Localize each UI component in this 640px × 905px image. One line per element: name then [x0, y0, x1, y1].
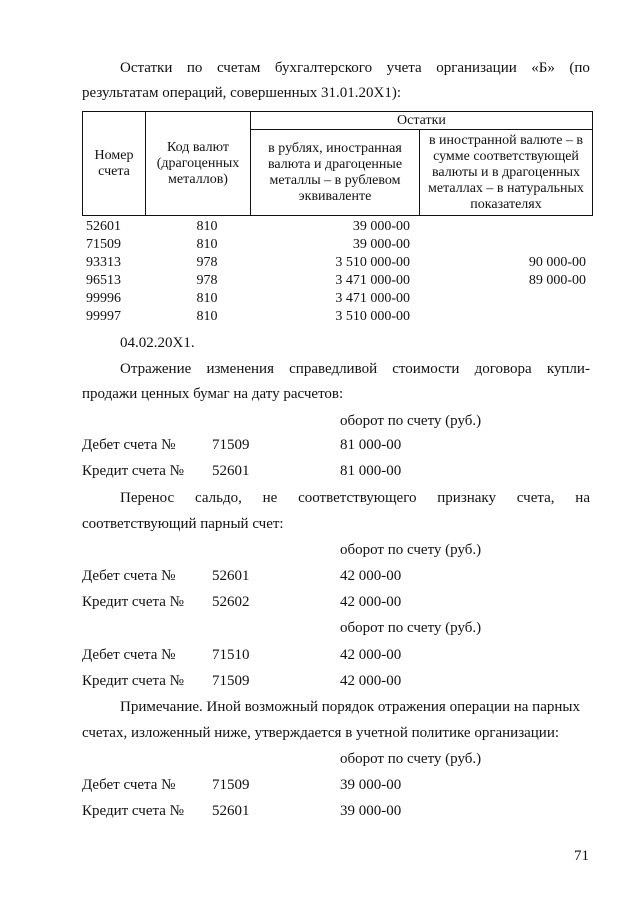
turnover-label: оборот по счету (руб.)	[340, 413, 482, 429]
credit-label: Кредит счета №	[82, 803, 184, 819]
operation-date: 04.02.20X1.	[120, 335, 195, 351]
page-number: 71	[574, 848, 589, 864]
debit-account: 71509	[212, 437, 250, 453]
intro-line-1: Остатки по счетам бухгалтерского учета организации «Б» (по	[120, 60, 590, 76]
credit-account: 52601	[212, 803, 250, 819]
section2-line-2: соответствующий парный счет:	[82, 516, 284, 532]
debit-amount: 81 000-00	[340, 437, 402, 453]
table-row: 52601 810 39 000-00	[86, 219, 410, 234]
header-rub-column: в рублях, иностранная валюта и драгоценные металлы – в рублевом эквиваленте	[251, 130, 420, 216]
debit-entry	[82, 568, 562, 588]
turnover-label: оборот по счету (руб.)	[340, 542, 482, 558]
credit-label: Кредит счета №	[82, 673, 184, 689]
credit-amount: 42 000-00	[340, 673, 402, 689]
debit-entry	[82, 437, 562, 457]
debit-amount: 42 000-00	[340, 568, 402, 584]
credit-account: 52602	[212, 594, 250, 610]
header-currency-code: Код валют (драгоценных металлов)	[146, 112, 251, 216]
credit-amount: 81 000-00	[340, 463, 402, 479]
section2-line-1: Перенос сальдо, не соответствующего признаку счета, на	[120, 490, 590, 506]
debit-amount: 39 000-00	[340, 777, 402, 793]
table-row: 71509 810 39 000-00	[86, 237, 410, 252]
credit-amount: 42 000-00	[340, 594, 402, 610]
credit-amount: 39 000-00	[340, 803, 402, 819]
table-row: 99996 810 3 471 000-00	[86, 291, 410, 306]
table-row: 96513 978 3 471 000-00 89 000-00	[86, 273, 586, 288]
debit-amount: 42 000-00	[340, 647, 402, 663]
credit-account: 71509	[212, 673, 250, 689]
table-row: 99997 810 3 510 000-00	[86, 309, 410, 324]
table-row: 93313 978 3 510 000-00 90 000-00	[86, 255, 586, 270]
note-line-2: счетах, изложенный ниже, утверждается в учетной политике организации:	[82, 725, 560, 741]
header-fx-column: в иностранной валюте – в сумме соответствующей валюты и в драгоценных металлах – в натуральных показателях	[420, 130, 593, 216]
balances-table	[82, 111, 593, 216]
credit-label: Кредит счета №	[82, 463, 184, 479]
debit-account: 71509	[212, 777, 250, 793]
debit-entry	[82, 777, 562, 797]
debit-label: Дебет счета №	[82, 777, 176, 793]
note-line-1: Примечание. Иной возможный порядок отражения операции на парных	[120, 699, 580, 715]
debit-label: Дебет счета №	[82, 437, 176, 453]
debit-account: 52601	[212, 568, 250, 584]
debit-entry	[82, 647, 562, 667]
credit-entry	[82, 673, 562, 693]
debit-account: 71510	[212, 647, 250, 663]
intro-line-2: результатам операций, совершенных 31.01.20X1):	[82, 85, 402, 101]
credit-label: Кредит счета №	[82, 594, 184, 610]
credit-entry	[82, 594, 562, 614]
header-balances: Остатки	[251, 112, 593, 130]
credit-entry	[82, 463, 562, 483]
credit-entry	[82, 803, 562, 823]
debit-label: Дебет счета №	[82, 647, 176, 663]
credit-account: 52601	[212, 463, 250, 479]
turnover-label: оборот по счету (руб.)	[340, 751, 482, 767]
section1-line-1: Отражение изменения справедливой стоимости договора купли-	[120, 361, 590, 377]
header-account-number: Номер счета	[83, 112, 146, 216]
turnover-label: оборот по счету (руб.)	[340, 620, 482, 636]
debit-label: Дебет счета №	[82, 568, 176, 584]
section1-line-2: продажи ценных бумаг на дату расчетов:	[82, 386, 344, 402]
